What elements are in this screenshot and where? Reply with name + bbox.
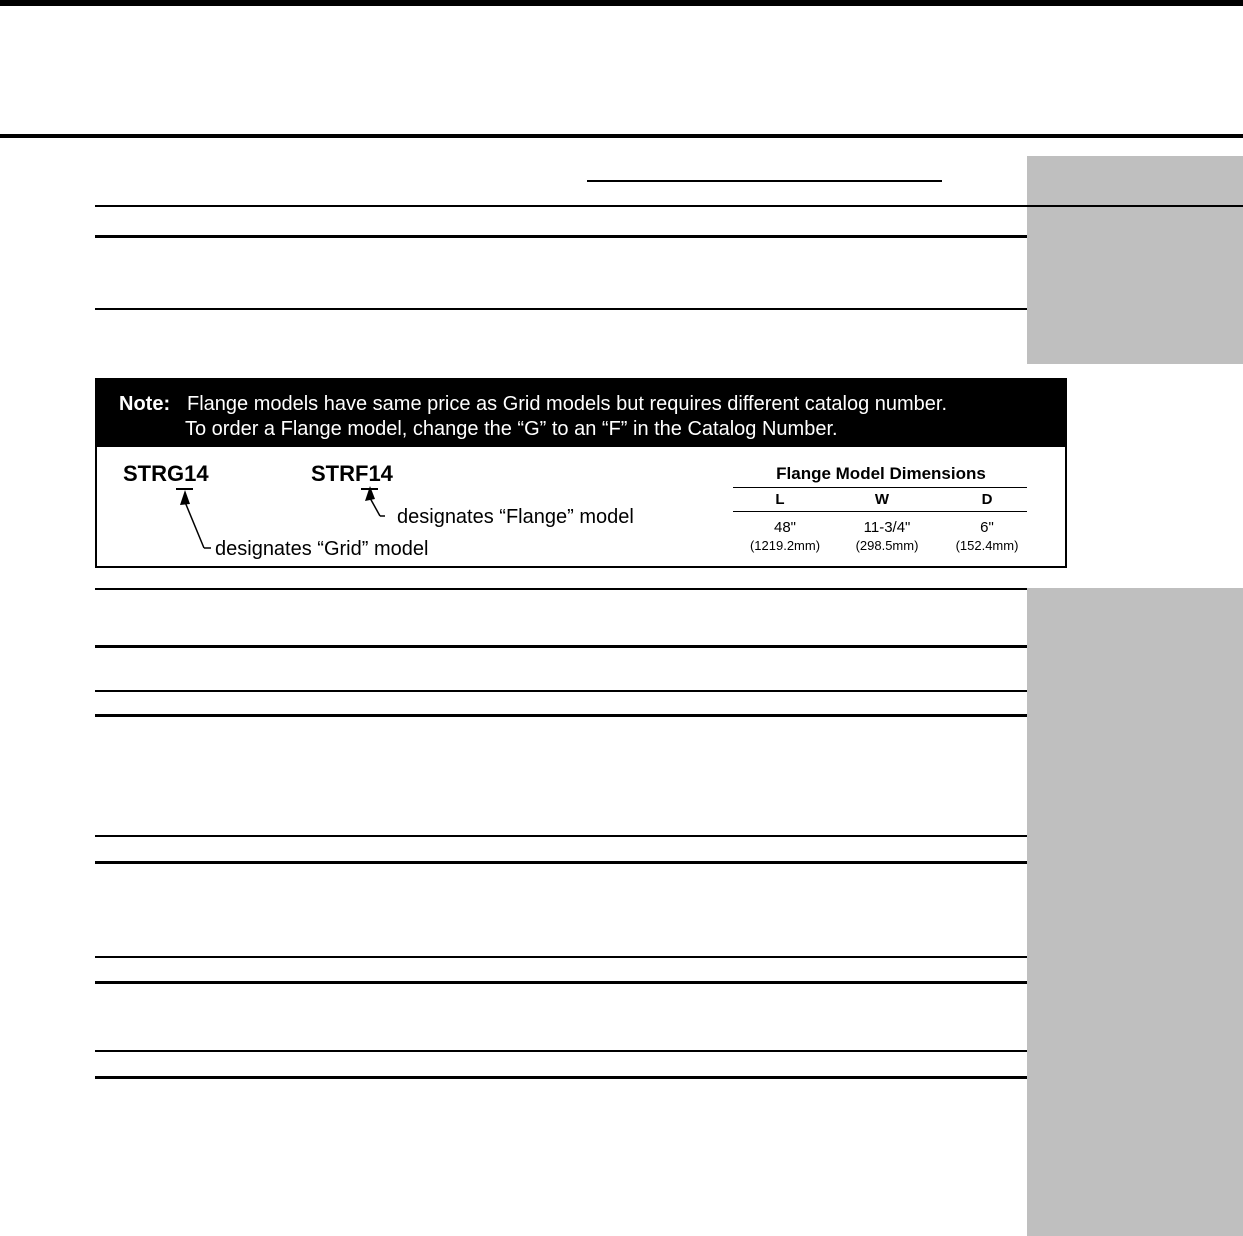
dim-value-l: 48" <box>773 519 796 536</box>
table-rule <box>95 205 1243 207</box>
note-label: Note: <box>119 393 171 415</box>
dim-header-d: D <box>981 491 993 508</box>
note-line-2: To order a Flange model, change the “G” to an “F” in the Catalog Number. <box>185 418 838 440</box>
table-rule <box>95 308 1027 310</box>
table-rule <box>95 835 1027 837</box>
side-tab-bottom <box>1027 588 1243 1236</box>
dimensions-title: Flange Model Dimensions <box>776 464 986 483</box>
table-rule <box>95 981 1027 984</box>
grid-caption: designates “Grid” model <box>215 538 429 560</box>
table-rule <box>95 235 1027 238</box>
grid-leader <box>185 502 204 548</box>
note-line-1: Flange models have same price as Grid models but requires different catalog number. <box>187 393 948 415</box>
table-rule <box>95 645 1027 648</box>
top-rule <box>0 0 1243 6</box>
dimensions-rule <box>733 511 1027 512</box>
flange-caption: designates “Flange” model <box>397 506 634 528</box>
table-rule <box>95 1076 1027 1079</box>
table-rule <box>95 690 1027 692</box>
dim-metric-w: (298.5mm) <box>855 538 919 553</box>
side-tab-top <box>1027 156 1243 364</box>
table-rule <box>95 861 1027 864</box>
dim-header-w: W <box>874 491 890 508</box>
table-rule <box>95 1050 1027 1052</box>
dim-metric-l: (1219.2mm) <box>749 538 821 553</box>
grid-code: STRG14 <box>123 461 209 486</box>
dim-metric-d: (152.4mm) <box>955 538 1019 553</box>
header-rule <box>0 134 1243 138</box>
flange-note-box <box>95 378 1067 568</box>
dim-value-d: 6" <box>980 519 994 536</box>
dim-header-l: L <box>775 491 785 508</box>
table-rule <box>95 588 1027 590</box>
dimensions-rule <box>733 487 1027 488</box>
dim-value-w: 11-3/4" <box>863 519 911 536</box>
table-rule <box>95 956 1027 958</box>
title-underline <box>587 180 942 182</box>
flange-leader <box>370 498 380 516</box>
flange-code: STRF14 <box>311 461 393 486</box>
table-rule <box>95 714 1027 717</box>
